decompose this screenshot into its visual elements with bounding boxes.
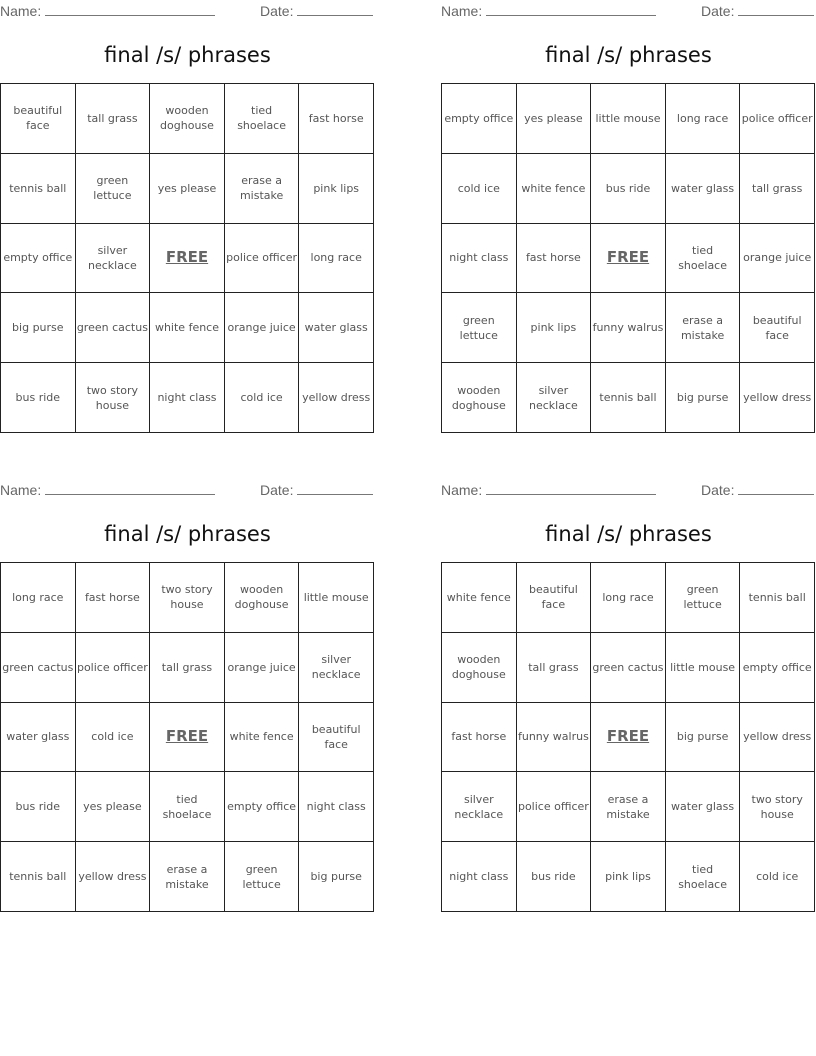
free-space: FREE [591, 703, 666, 773]
bingo-cell: long race [591, 563, 666, 633]
bingo-cell: cold ice [76, 703, 151, 773]
bingo-cell: yellow dress [740, 703, 815, 773]
date-line [260, 481, 373, 498]
free-space: FREE [150, 224, 225, 294]
name-line [441, 481, 656, 498]
free-space: FREE [591, 224, 666, 294]
bingo-cell: beautiful face [1, 84, 76, 154]
bingo-cell: water glass [666, 772, 741, 842]
bingo-cell: erase a mistake [150, 842, 225, 912]
bingo-cell: beautiful face [299, 703, 374, 773]
bingo-cell: green lettuce [225, 842, 300, 912]
bingo-cell: erase a mistake [225, 154, 300, 224]
bingo-cell: two story house [76, 363, 151, 433]
bingo-card [441, 479, 816, 914]
bingo-cell: green cactus [591, 633, 666, 703]
bingo-card [441, 0, 816, 435]
bingo-cell: tied shoelace [666, 224, 741, 294]
card-header [0, 0, 375, 20]
bingo-cell: green cactus [76, 293, 151, 363]
bingo-grid [441, 562, 815, 912]
bingo-cell: beautiful face [517, 563, 592, 633]
name-label: Name: [441, 3, 483, 19]
name-line [0, 481, 215, 498]
bingo-cell: cold ice [442, 154, 517, 224]
bingo-cell: tall grass [517, 633, 592, 703]
bingo-cell: fast horse [442, 703, 517, 773]
card-header [441, 479, 816, 499]
card-header [441, 0, 816, 20]
bingo-cell: night class [150, 363, 225, 433]
bingo-cell: bus ride [1, 772, 76, 842]
bingo-cell: night class [442, 842, 517, 912]
name-label: Name: [0, 3, 42, 19]
bingo-cell: night class [299, 772, 374, 842]
name-blank [45, 2, 215, 16]
bingo-cell: big purse [666, 363, 741, 433]
date-label: Date: [701, 482, 735, 498]
bingo-cell: police officer [517, 772, 592, 842]
bingo-cell: police officer [225, 224, 300, 294]
bingo-cell: green lettuce [442, 293, 517, 363]
bingo-cell: white fence [150, 293, 225, 363]
bingo-cell: green lettuce [666, 563, 741, 633]
bingo-cell: white fence [442, 563, 517, 633]
bingo-cell: wooden doghouse [442, 363, 517, 433]
bingo-cell: funny walrus [517, 703, 592, 773]
bingo-cell: funny walrus [591, 293, 666, 363]
name-label: Name: [441, 482, 483, 498]
bingo-card [0, 479, 375, 914]
bingo-cell: little mouse [299, 563, 374, 633]
bingo-cell: cold ice [225, 363, 300, 433]
date-blank [738, 2, 814, 16]
bingo-cell: green lettuce [76, 154, 151, 224]
card-header [0, 479, 375, 499]
bingo-cell: tennis ball [591, 363, 666, 433]
date-label: Date: [260, 482, 294, 498]
bingo-cell: little mouse [591, 84, 666, 154]
card-title: final /s/ phrases [545, 43, 712, 67]
bingo-cell: fast horse [76, 563, 151, 633]
bingo-cell: yellow dress [299, 363, 374, 433]
bingo-cell: long race [1, 563, 76, 633]
bingo-grid [0, 562, 374, 912]
bingo-cell: yes please [150, 154, 225, 224]
bingo-cell: big purse [666, 703, 741, 773]
bingo-cell: two story house [150, 563, 225, 633]
bingo-cell: bus ride [591, 154, 666, 224]
bingo-cell: tall grass [150, 633, 225, 703]
bingo-cell: wooden doghouse [442, 633, 517, 703]
bingo-cell: wooden doghouse [150, 84, 225, 154]
bingo-cell: tall grass [740, 154, 815, 224]
bingo-cell: tennis ball [740, 563, 815, 633]
bingo-cell: water glass [666, 154, 741, 224]
bingo-cell: beautiful face [740, 293, 815, 363]
bingo-cell: empty office [442, 84, 517, 154]
bingo-cell: big purse [1, 293, 76, 363]
bingo-cell: bus ride [517, 842, 592, 912]
name-blank [45, 481, 215, 495]
bingo-cell: orange juice [740, 224, 815, 294]
bingo-cell: tall grass [76, 84, 151, 154]
bingo-cell: orange juice [225, 293, 300, 363]
bingo-cell: silver necklace [517, 363, 592, 433]
bingo-grid [441, 83, 815, 433]
card-title: final /s/ phrases [104, 43, 271, 67]
bingo-cell: night class [442, 224, 517, 294]
bingo-cell: pink lips [591, 842, 666, 912]
bingo-cell: tennis ball [1, 842, 76, 912]
name-label: Name: [0, 482, 42, 498]
bingo-cell: yellow dress [76, 842, 151, 912]
bingo-cell: two story house [740, 772, 815, 842]
date-blank [297, 481, 373, 495]
bingo-cell: tied shoelace [150, 772, 225, 842]
bingo-cell: yellow dress [740, 363, 815, 433]
date-label: Date: [260, 3, 294, 19]
name-line [441, 2, 656, 19]
bingo-cell: erase a mistake [666, 293, 741, 363]
date-line [701, 481, 814, 498]
bingo-cell: white fence [225, 703, 300, 773]
bingo-cell: water glass [299, 293, 374, 363]
bingo-cell: fast horse [299, 84, 374, 154]
date-blank [297, 2, 373, 16]
bingo-cell: little mouse [666, 633, 741, 703]
bingo-cell: tied shoelace [666, 842, 741, 912]
card-title: final /s/ phrases [545, 522, 712, 546]
bingo-cell: big purse [299, 842, 374, 912]
bingo-cell: water glass [1, 703, 76, 773]
bingo-cell: police officer [76, 633, 151, 703]
bingo-cell: yes please [76, 772, 151, 842]
bingo-cell: long race [299, 224, 374, 294]
bingo-cell: long race [666, 84, 741, 154]
bingo-cell: silver necklace [299, 633, 374, 703]
bingo-cell: empty office [740, 633, 815, 703]
bingo-cell: silver necklace [76, 224, 151, 294]
bingo-cell: pink lips [517, 293, 592, 363]
bingo-cell: bus ride [1, 363, 76, 433]
bingo-cell: empty office [225, 772, 300, 842]
bingo-cell: erase a mistake [591, 772, 666, 842]
date-line [260, 2, 373, 19]
bingo-cell: tennis ball [1, 154, 76, 224]
free-space: FREE [150, 703, 225, 773]
bingo-cell: police officer [740, 84, 815, 154]
bingo-cell: silver necklace [442, 772, 517, 842]
name-blank [486, 2, 656, 16]
card-title: final /s/ phrases [104, 522, 271, 546]
date-line [701, 2, 814, 19]
bingo-grid [0, 83, 374, 433]
bingo-cell: orange juice [225, 633, 300, 703]
date-blank [738, 481, 814, 495]
bingo-cell: pink lips [299, 154, 374, 224]
bingo-cell: cold ice [740, 842, 815, 912]
bingo-cell: empty office [1, 224, 76, 294]
name-line [0, 2, 215, 19]
bingo-cell: wooden doghouse [225, 563, 300, 633]
bingo-cell: green cactus [1, 633, 76, 703]
bingo-cell: yes please [517, 84, 592, 154]
name-blank [486, 481, 656, 495]
date-label: Date: [701, 3, 735, 19]
bingo-cell: white fence [517, 154, 592, 224]
bingo-cell: tied shoelace [225, 84, 300, 154]
bingo-cell: fast horse [517, 224, 592, 294]
bingo-card [0, 0, 375, 435]
